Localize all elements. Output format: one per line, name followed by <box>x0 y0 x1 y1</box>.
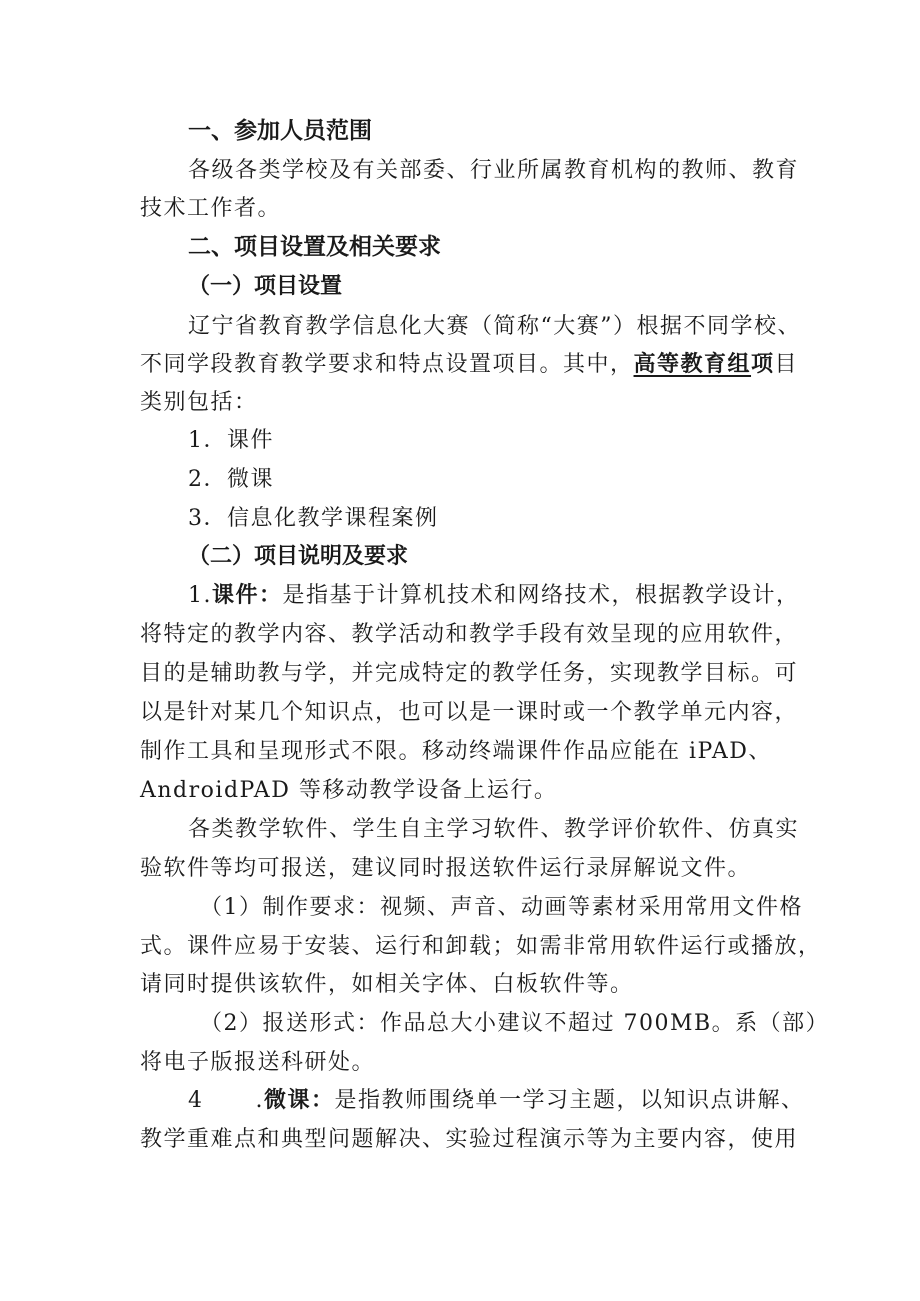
paragraph-line: 各类教学软件、学生自主学习软件、教学评价软件、仿真实 <box>188 817 800 842</box>
paragraph-line: 以是针对某几个知识点，也可以是一课时或一个教学单元内容， <box>140 700 799 725</box>
requirement-2-line: （2）报送形式：作品总大小建议不超过 700MB。系（部） <box>200 1011 830 1036</box>
paragraph-line: 请同时提供该软件，如相关字体、白板软件等。 <box>140 972 634 997</box>
paragraph-line: 制作工具和呈现形式不限。移动终端课件作品应能在 iPAD、 <box>140 739 772 764</box>
section-2-heading: 二、项目设置及相关要求 <box>188 234 441 260</box>
courseware-lead-line <box>188 581 800 611</box>
paragraph-line: 技术工作者。 <box>140 196 282 221</box>
paragraph-line: 将特定的教学内容、教学活动和教学手段有效呈现的应用软件， <box>140 622 799 647</box>
text-segment: 目 <box>774 352 799 377</box>
paragraph-line: 将电子版报送科研处。 <box>140 1050 376 1075</box>
microcourse-lead-line <box>188 1086 805 1116</box>
paragraph-line: 各级各类学校及有关部委、行业所属教育机构的教师、教育 <box>188 158 800 183</box>
item-label: 课件： <box>212 583 283 608</box>
paragraph-line: AndroidPAD 等移动教学设备上运行。 <box>140 778 558 803</box>
subsection-1-heading: （一）项目设置 <box>188 274 343 299</box>
paragraph-line: 验软件等均可报送，建议同时报送软件运行录屏解说文件。 <box>140 856 752 881</box>
text-segment: 是指教师围绕单一学习主题，以知识点讲解、 <box>334 1088 805 1113</box>
bold-term: 项 <box>751 352 775 377</box>
highlighted-term: 高等教育组 <box>633 352 752 377</box>
paragraph-line: 类别包括： <box>140 390 258 415</box>
paragraph-line: 教学重难点和典型问题解决、实验过程演示等为主要内容，使用 <box>140 1127 799 1152</box>
paragraph-line-with-highlight <box>140 350 798 380</box>
paragraph-line: 目的是辅助教与学，并完成特定的教学任务，实现教学目标。可 <box>140 661 799 686</box>
subsection-2-heading: （二）项目说明及要求 <box>188 544 409 569</box>
list-item: 2．微课 <box>188 467 274 492</box>
paragraph-line: 式。课件应易于安装、运行和卸载；如需非常用软件运行或播放， <box>140 934 822 959</box>
section-1-heading: 一、参加人员范围 <box>188 118 372 144</box>
requirement-1-line: （1）制作要求：视频、声音、动画等素材采用常用文件格 <box>200 895 803 920</box>
text-segment: 是指基于计算机技术和网络技术，根据教学设计， <box>282 583 800 608</box>
item-dot: . <box>255 1088 264 1113</box>
text-segment: 不同学段教育教学要求和特点设置项目。其中， <box>140 352 634 377</box>
item-number: 4 <box>188 1088 204 1113</box>
paragraph-line: 辽宁省教育教学信息化大赛（简称“大赛”）根据不同学校、 <box>188 314 801 339</box>
item-label: 微课： <box>264 1088 335 1113</box>
list-item: 3．信息化教学课程案例 <box>188 506 439 531</box>
list-item: 1．课件 <box>188 428 274 453</box>
item-number: 1. <box>188 583 212 608</box>
